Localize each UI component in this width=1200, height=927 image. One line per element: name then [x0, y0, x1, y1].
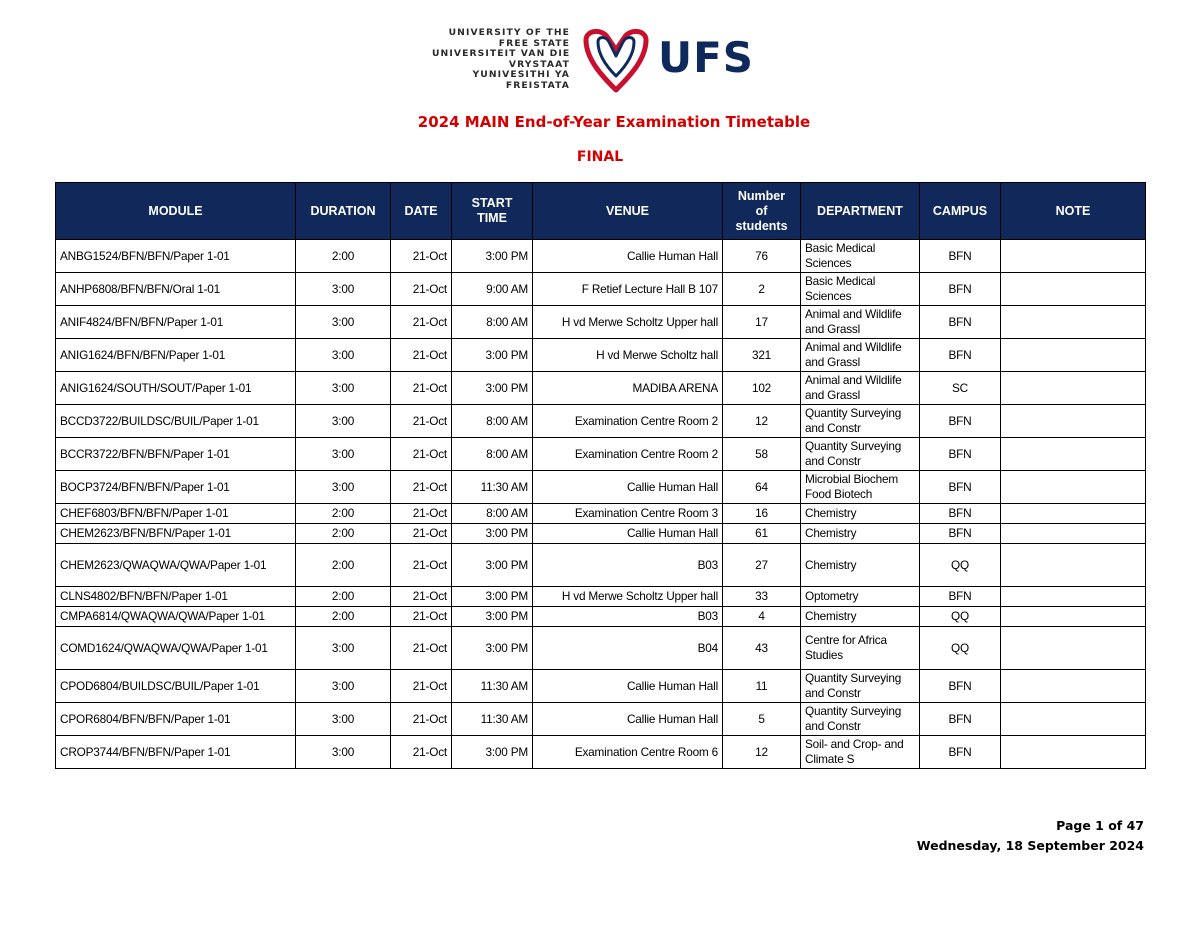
ufs-logo [432, 24, 772, 100]
cell-campus: BFN [920, 273, 1001, 306]
cell-module: CMPA6814/QWAQWA/QWA/Paper 1-01 [56, 607, 296, 627]
cell-venue: Callie Human Hall [533, 670, 723, 703]
cell-duration: 2:00 [296, 524, 391, 544]
table-row [56, 524, 1146, 544]
cell-department: Animal and Wildlife and Grassl [801, 339, 920, 372]
cell-start-time: 8:00 AM [452, 438, 533, 471]
ufs-shield-icon [578, 26, 654, 96]
table-header-row [56, 183, 1146, 240]
cell-start-time: 11:30 AM [452, 703, 533, 736]
cell-module: ANIF4824/BFN/BFN/Paper 1-01 [56, 306, 296, 339]
cell-note [1001, 273, 1146, 306]
cell-date: 21-Oct [391, 703, 452, 736]
cell-campus: BFN [920, 524, 1001, 544]
logo-acronym: UFS [658, 33, 755, 82]
cell-venue: Callie Human Hall [533, 240, 723, 273]
cell-campus: BFN [920, 240, 1001, 273]
cell-date: 21-Oct [391, 471, 452, 504]
col-header-module: MODULE [56, 183, 296, 240]
cell-campus: BFN [920, 339, 1001, 372]
cell-department: Microbial Biochem Food Biotech [801, 471, 920, 504]
cell-module: ANIG1624/BFN/BFN/Paper 1-01 [56, 339, 296, 372]
cell-note [1001, 339, 1146, 372]
cell-date: 21-Oct [391, 587, 452, 607]
logo-line: FREE STATE [498, 37, 570, 49]
cell-duration: 3:00 [296, 438, 391, 471]
cell-note [1001, 372, 1146, 405]
cell-module: BOCP3724/BFN/BFN/Paper 1-01 [56, 471, 296, 504]
cell-campus: BFN [920, 736, 1001, 769]
cell-campus: BFN [920, 306, 1001, 339]
table-row [56, 504, 1146, 524]
table-row [56, 587, 1146, 607]
cell-start-time: 3:00 PM [452, 544, 533, 587]
table-row [56, 670, 1146, 703]
cell-duration: 2:00 [296, 544, 391, 587]
cell-num-students: 102 [723, 372, 801, 405]
exam-timetable [55, 182, 1146, 769]
logo-wordmark [432, 28, 570, 92]
cell-start-time: 3:00 PM [452, 587, 533, 607]
cell-venue: Examination Centre Room 2 [533, 405, 723, 438]
cell-module: CPOD6804/BUILDSC/BUIL/Paper 1-01 [56, 670, 296, 703]
cell-start-time: 3:00 PM [452, 607, 533, 627]
cell-num-students: 12 [723, 736, 801, 769]
table-row [56, 273, 1146, 306]
cell-num-students: 5 [723, 703, 801, 736]
cell-note [1001, 736, 1146, 769]
cell-campus: BFN [920, 405, 1001, 438]
cell-venue: H vd Merwe Scholtz hall [533, 339, 723, 372]
cell-module: CHEF6803/BFN/BFN/Paper 1-01 [56, 504, 296, 524]
page-footer [917, 816, 1144, 856]
table-row [56, 627, 1146, 670]
table-row [56, 405, 1146, 438]
table-row [56, 736, 1146, 769]
cell-duration: 3:00 [296, 703, 391, 736]
cell-module: CROP3744/BFN/BFN/Paper 1-01 [56, 736, 296, 769]
logo-line: UNIVERSITY OF THE [448, 27, 570, 38]
cell-duration: 2:00 [296, 587, 391, 607]
cell-duration: 3:00 [296, 670, 391, 703]
table-row [56, 306, 1146, 339]
cell-num-students: 11 [723, 670, 801, 703]
cell-num-students: 61 [723, 524, 801, 544]
cell-department: Animal and Wildlife and Grassl [801, 306, 920, 339]
cell-duration: 3:00 [296, 471, 391, 504]
cell-department: Centre for Africa Studies [801, 627, 920, 670]
col-header-department: DEPARTMENT [801, 183, 920, 240]
cell-num-students: 4 [723, 607, 801, 627]
logo-line: UNIVERSITEIT VAN DIE [432, 48, 571, 60]
cell-venue: Examination Centre Room 3 [533, 504, 723, 524]
cell-venue: H vd Merwe Scholtz Upper hall [533, 587, 723, 607]
cell-start-time: 3:00 PM [452, 240, 533, 273]
cell-module: CHEM2623/QWAQWA/QWA/Paper 1-01 [56, 544, 296, 587]
cell-duration: 3:00 [296, 273, 391, 306]
cell-num-students: 76 [723, 240, 801, 273]
cell-note [1001, 587, 1146, 607]
page-subtitle: FINAL [576, 149, 624, 165]
cell-date: 21-Oct [391, 273, 452, 306]
cell-department: Quantity Surveying and Constr [801, 703, 920, 736]
cell-note [1001, 240, 1146, 273]
cell-venue: Callie Human Hall [533, 703, 723, 736]
cell-date: 21-Oct [391, 544, 452, 587]
logo-line: VRYSTAAT [508, 58, 570, 70]
table-row [56, 703, 1146, 736]
cell-module: ANIG1624/SOUTH/SOUT/Paper 1-01 [56, 372, 296, 405]
table-row [56, 339, 1146, 372]
cell-department: Quantity Surveying and Constr [801, 438, 920, 471]
page-number: Page 1 of 47 [1056, 818, 1144, 833]
cell-venue: H vd Merwe Scholtz Upper hall [533, 306, 723, 339]
cell-venue: B03 [533, 544, 723, 587]
cell-date: 21-Oct [391, 240, 452, 273]
logo-line: YUNIVESITHI YA [472, 69, 570, 81]
col-header-duration: DURATION [296, 183, 391, 240]
cell-note [1001, 405, 1146, 438]
cell-campus: BFN [920, 587, 1001, 607]
cell-start-time: 3:00 PM [452, 372, 533, 405]
cell-department: Optometry [801, 587, 920, 607]
col-header-start-time: START TIME [452, 183, 533, 240]
cell-campus: SC [920, 372, 1001, 405]
cell-duration: 3:00 [296, 405, 391, 438]
cell-campus: QQ [920, 607, 1001, 627]
cell-venue: B04 [533, 627, 723, 670]
cell-duration: 2:00 [296, 504, 391, 524]
table-row [56, 544, 1146, 587]
cell-campus: BFN [920, 670, 1001, 703]
print-date: Wednesday, 18 September 2024 [916, 838, 1144, 853]
cell-module: BCCR3722/BFN/BFN/Paper 1-01 [56, 438, 296, 471]
cell-module: CLNS4802/BFN/BFN/Paper 1-01 [56, 587, 296, 607]
cell-date: 21-Oct [391, 670, 452, 703]
cell-department: Basic Medical Sciences [801, 273, 920, 306]
cell-date: 21-Oct [391, 504, 452, 524]
cell-date: 21-Oct [391, 372, 452, 405]
cell-date: 21-Oct [391, 405, 452, 438]
cell-start-time: 8:00 AM [452, 306, 533, 339]
cell-note [1001, 670, 1146, 703]
cell-department: Chemistry [801, 544, 920, 587]
cell-duration: 3:00 [296, 339, 391, 372]
cell-num-students: 27 [723, 544, 801, 587]
table-row [56, 372, 1146, 405]
cell-start-time: 3:00 PM [452, 627, 533, 670]
table-row [56, 438, 1146, 471]
cell-note [1001, 703, 1146, 736]
cell-department: Quantity Surveying and Constr [801, 670, 920, 703]
cell-module: COMD1624/QWAQWA/QWA/Paper 1-01 [56, 627, 296, 670]
cell-campus: BFN [920, 703, 1001, 736]
cell-department: Chemistry [801, 524, 920, 544]
cell-venue: Examination Centre Room 6 [533, 736, 723, 769]
cell-note [1001, 544, 1146, 587]
cell-note [1001, 524, 1146, 544]
cell-duration: 3:00 [296, 306, 391, 339]
col-header-venue: VENUE [533, 183, 723, 240]
cell-module: BCCD3722/BUILDSC/BUIL/Paper 1-01 [56, 405, 296, 438]
cell-note [1001, 438, 1146, 471]
cell-duration: 2:00 [296, 240, 391, 273]
cell-start-time: 3:00 PM [452, 736, 533, 769]
cell-date: 21-Oct [391, 524, 452, 544]
cell-venue: Callie Human Hall [533, 471, 723, 504]
cell-date: 21-Oct [391, 339, 452, 372]
cell-duration: 3:00 [296, 372, 391, 405]
col-header-campus: CAMPUS [920, 183, 1001, 240]
cell-department: Soil- and Crop- and Climate S [801, 736, 920, 769]
cell-num-students: 33 [723, 587, 801, 607]
cell-campus: BFN [920, 438, 1001, 471]
cell-num-students: 58 [723, 438, 801, 471]
cell-module: ANBG1524/BFN/BFN/Paper 1-01 [56, 240, 296, 273]
cell-start-time: 8:00 AM [452, 504, 533, 524]
cell-num-students: 16 [723, 504, 801, 524]
cell-num-students: 321 [723, 339, 801, 372]
cell-note [1001, 627, 1146, 670]
cell-venue: B03 [533, 607, 723, 627]
cell-date: 21-Oct [391, 627, 452, 670]
cell-venue: F Retief Lecture Hall B 107 [533, 273, 723, 306]
cell-note [1001, 306, 1146, 339]
cell-venue: Callie Human Hall [533, 524, 723, 544]
cell-start-time: 9:00 AM [452, 273, 533, 306]
cell-date: 21-Oct [391, 438, 452, 471]
cell-department: Basic Medical Sciences [801, 240, 920, 273]
cell-start-time: 8:00 AM [452, 405, 533, 438]
cell-module: ANHP6808/BFN/BFN/Oral 1-01 [56, 273, 296, 306]
col-header-num-students: Number of students [723, 183, 801, 240]
cell-date: 21-Oct [391, 306, 452, 339]
cell-num-students: 64 [723, 471, 801, 504]
cell-department: Quantity Surveying and Constr [801, 405, 920, 438]
cell-note [1001, 504, 1146, 524]
cell-department: Chemistry [801, 504, 920, 524]
cell-duration: 2:00 [296, 607, 391, 627]
cell-note [1001, 471, 1146, 504]
cell-start-time: 11:30 AM [452, 471, 533, 504]
logo-line: FREISTATA [505, 79, 570, 91]
cell-campus: BFN [920, 471, 1001, 504]
cell-num-students: 12 [723, 405, 801, 438]
table-row [56, 240, 1146, 273]
table-row [56, 607, 1146, 627]
cell-note [1001, 607, 1146, 627]
cell-department: Animal and Wildlife and Grassl [801, 372, 920, 405]
page-title: 2024 MAIN End-of-Year Examination Timetable [417, 113, 811, 131]
cell-duration: 3:00 [296, 736, 391, 769]
cell-date: 21-Oct [391, 736, 452, 769]
cell-date: 21-Oct [391, 607, 452, 627]
table-row [56, 471, 1146, 504]
cell-num-students: 43 [723, 627, 801, 670]
cell-num-students: 17 [723, 306, 801, 339]
cell-start-time: 3:00 PM [452, 339, 533, 372]
cell-module: CPOR6804/BFN/BFN/Paper 1-01 [56, 703, 296, 736]
cell-num-students: 2 [723, 273, 801, 306]
cell-campus: QQ [920, 627, 1001, 670]
col-header-note: NOTE [1001, 183, 1146, 240]
cell-start-time: 3:00 PM [452, 524, 533, 544]
cell-department: Chemistry [801, 607, 920, 627]
cell-campus: QQ [920, 544, 1001, 587]
cell-module: CHEM2623/BFN/BFN/Paper 1-01 [56, 524, 296, 544]
cell-duration: 3:00 [296, 627, 391, 670]
cell-campus: BFN [920, 504, 1001, 524]
cell-venue: Examination Centre Room 2 [533, 438, 723, 471]
col-header-date: DATE [391, 183, 452, 240]
cell-venue: MADIBA ARENA [533, 372, 723, 405]
cell-start-time: 11:30 AM [452, 670, 533, 703]
